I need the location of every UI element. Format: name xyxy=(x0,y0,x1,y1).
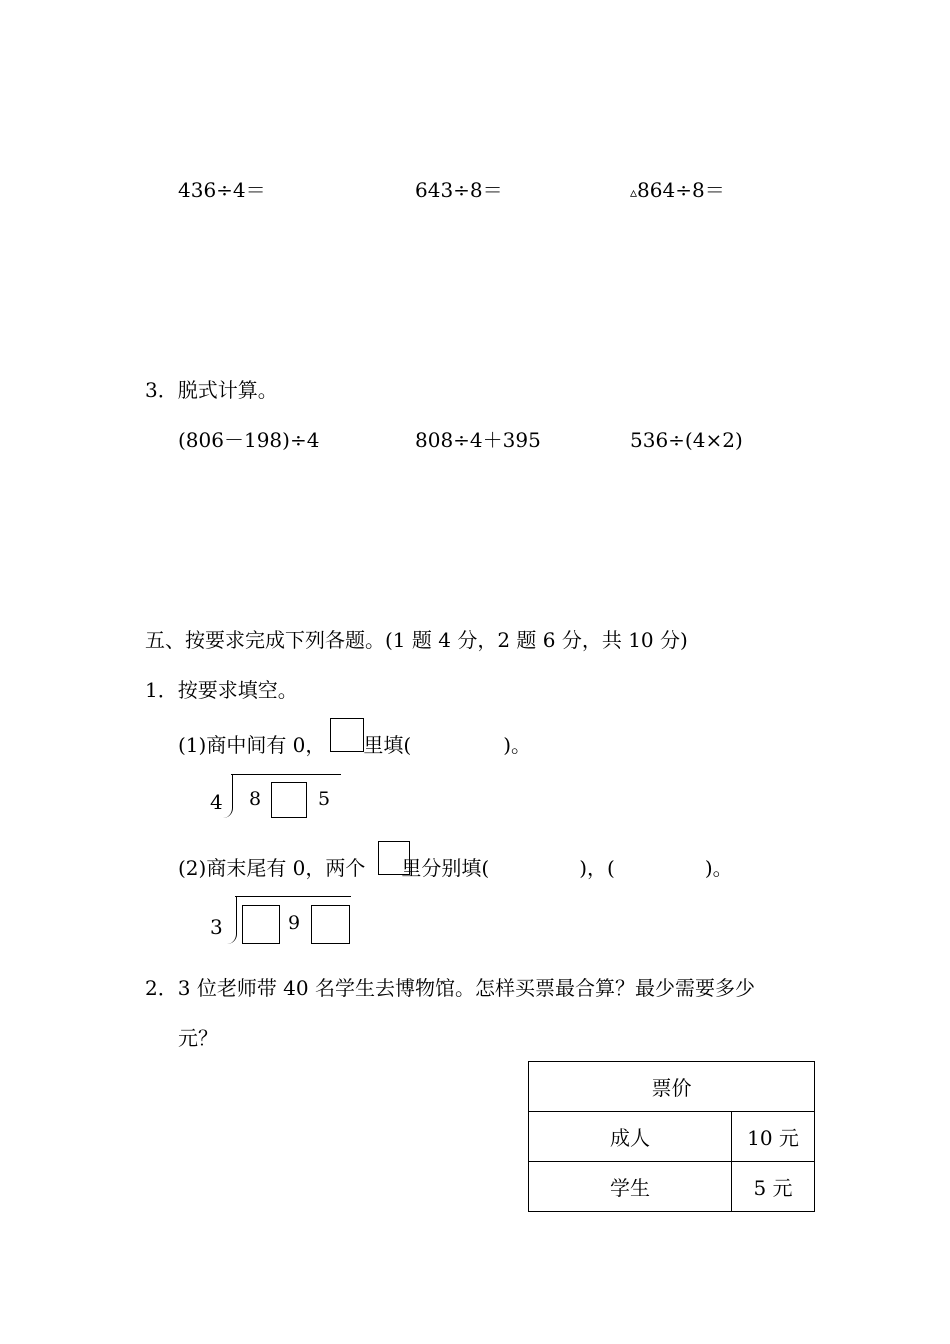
division-bar xyxy=(235,896,351,897)
divisor-3: 3 xyxy=(210,915,223,939)
inline-box-icon xyxy=(378,841,410,875)
section-5-title: 五、按要求完成下列各题。(1 题 4 分，2 题 6 分，共 10 分) xyxy=(145,628,688,652)
question-3-heading: 3．脱式计算。 xyxy=(145,378,278,402)
step-calc-expression-1: (806－198)÷4 xyxy=(178,428,320,452)
question-1-heading: 1．按要求填空。 xyxy=(145,678,298,702)
missing-digit-box-2[interactable] xyxy=(311,905,350,944)
dividend-digit-8: 8 xyxy=(249,788,262,810)
triangle-marker-icon: ▵ xyxy=(630,185,638,201)
dividend-digit-5: 5 xyxy=(318,788,331,810)
table-cell-price: 5 元 xyxy=(732,1162,815,1212)
inline-box-icon xyxy=(330,718,364,752)
step-calc-expression-3: 536÷(4×2) xyxy=(630,428,743,452)
divisor-4: 4 xyxy=(210,790,223,814)
missing-digit-box[interactable] xyxy=(271,782,307,818)
question-2-text-line2: 元？ xyxy=(178,1026,218,1050)
table-cell-price: 10 元 xyxy=(732,1112,815,1162)
division-bar xyxy=(231,774,341,775)
part-1-prompt: (1)商中间有 0， 里填( )。 xyxy=(178,733,532,757)
table-row xyxy=(529,1162,815,1212)
expression-864-div-8: ▵864÷8＝ xyxy=(630,178,725,202)
table-cell-label: 学生 xyxy=(529,1162,732,1212)
step-calc-expression-2: 808÷4＋395 xyxy=(415,428,541,452)
missing-digit-box-1[interactable] xyxy=(242,905,280,944)
ticket-price-table xyxy=(528,1061,815,1212)
expression-436-div-4: 436÷4＝ xyxy=(178,178,266,202)
expression-643-div-8: 643÷8＝ xyxy=(415,178,503,202)
part-2-prompt: (2)商末尾有 0，两个 里分别填( )，( )。 xyxy=(178,856,733,880)
division-bracket xyxy=(222,896,237,944)
table-header: 票价 xyxy=(529,1062,815,1112)
table-cell-label: 成人 xyxy=(529,1112,732,1162)
question-2-text: 2．3 位老师带 40 名学生去博物馆。怎样买票最合算？最少需要多少 xyxy=(145,976,755,1000)
dividend-digit-9: 9 xyxy=(288,912,301,934)
table-row xyxy=(529,1112,815,1162)
